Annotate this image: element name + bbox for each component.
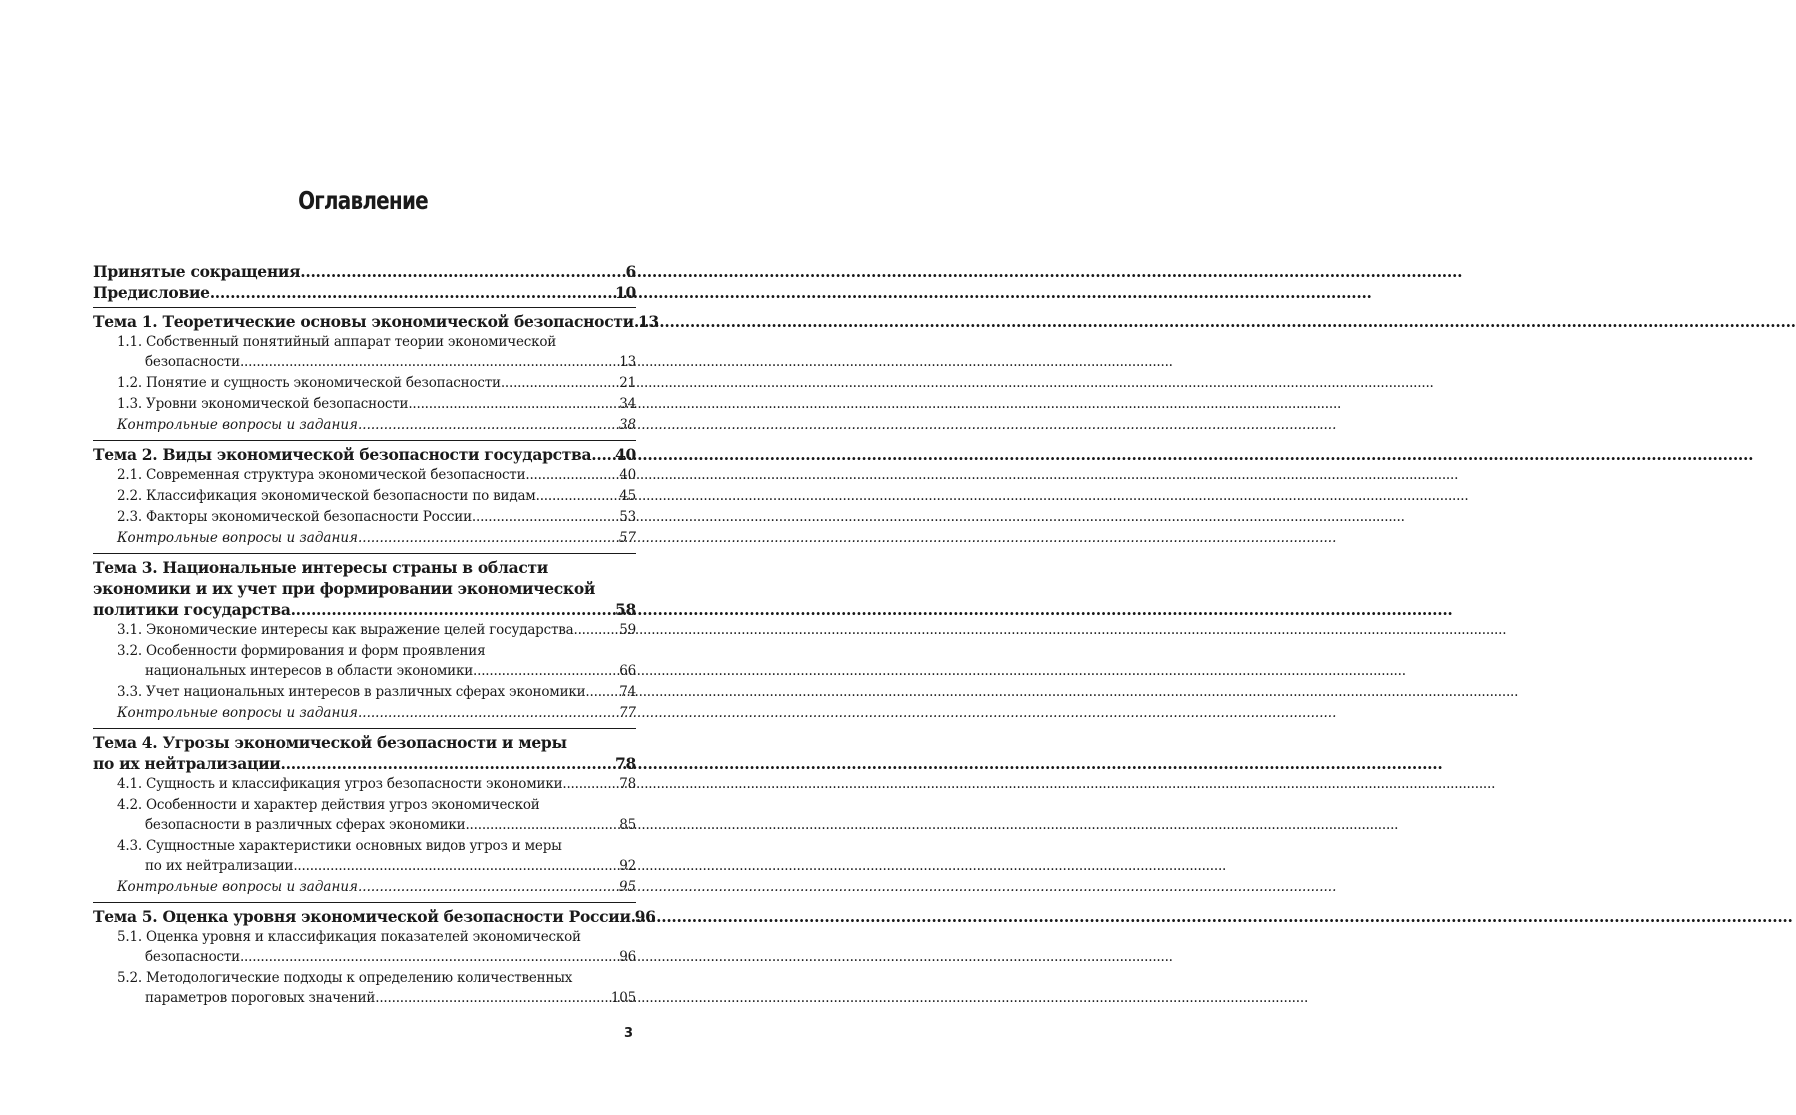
toc-page-number: 21 xyxy=(619,375,636,391)
toc-page-number: 78 xyxy=(615,754,636,773)
dot-leader xyxy=(408,394,619,415)
toc-entry-row xyxy=(93,282,636,303)
toc-page-number: 58 xyxy=(615,600,636,619)
toc-entry-title: параметров пороговых значений xyxy=(145,990,376,1006)
toc-entry[interactable] xyxy=(117,620,636,641)
toc-entry-row xyxy=(145,947,636,968)
toc-entry-title: безопасности в различных сферах экономики xyxy=(145,817,466,833)
toc-entry[interactable] xyxy=(117,528,636,549)
toc-entry[interactable] xyxy=(117,927,636,968)
toc-entry-title: Контрольные вопросы и задания xyxy=(117,417,358,433)
toc-entry-row xyxy=(117,877,636,898)
toc-entry-row xyxy=(117,774,636,795)
toc-entry-row xyxy=(117,465,636,486)
toc-entry-title: 3.1. Экономические интересы как выражение целей государства xyxy=(117,622,574,638)
toc-entry[interactable] xyxy=(93,261,636,282)
toc-entry-line: Тема 4. Угрозы экономической безопасности и меры xyxy=(93,733,567,752)
toc-page-number: 78 xyxy=(619,776,636,792)
dot-leader xyxy=(300,261,625,282)
toc-page-number: 66 xyxy=(619,663,636,679)
toc-entry-title: безопасности xyxy=(145,949,240,965)
toc-entry-row xyxy=(93,753,636,774)
toc-entry[interactable] xyxy=(117,836,636,877)
dot-leader xyxy=(210,282,615,303)
dot-leader xyxy=(465,815,619,836)
toc-entry-line: 5.2. Методологические подходы к определению количественных xyxy=(117,970,573,986)
toc-entry[interactable] xyxy=(93,311,659,332)
toc-entry[interactable] xyxy=(117,486,636,507)
toc-entry-title: по их нейтрализации xyxy=(93,754,281,773)
toc-page-number: 38 xyxy=(618,417,636,433)
toc-entry[interactable] xyxy=(93,732,636,774)
dot-leader xyxy=(240,352,619,373)
dot-leader xyxy=(240,947,619,968)
toc-entry[interactable] xyxy=(117,415,636,436)
toc-entry-row xyxy=(93,599,636,620)
dot-leader xyxy=(358,415,619,436)
toc-entry-row xyxy=(117,703,636,724)
toc-entry-title: 1.2. Понятие и сущность экономической безопасности xyxy=(117,375,501,391)
dot-leader xyxy=(525,465,619,486)
toc-page-number: 34 xyxy=(619,396,636,412)
toc-entry-row xyxy=(145,352,636,373)
dot-leader xyxy=(281,753,616,774)
toc-entry-title: Принятые сокращения xyxy=(93,262,301,281)
toc-entry-row xyxy=(117,415,636,436)
toc-entry-row xyxy=(117,682,636,703)
toc-entry-title: 3.3. Учет национальных интересов в различных сферах экономики xyxy=(117,684,586,700)
toc-entry-title: безопасности xyxy=(145,354,240,370)
toc-entry-line: Тема 3. Национальные интересы страны в области xyxy=(93,558,548,577)
toc-entry[interactable] xyxy=(93,282,636,303)
toc-entry[interactable] xyxy=(117,641,636,682)
toc-entry-line: 4.3. Сущностные характеристики основных видов угроз и меры xyxy=(117,838,562,854)
toc-entry[interactable] xyxy=(117,968,636,1009)
toc-page-number: 59 xyxy=(619,622,636,638)
toc-entry-title: 1.3. Уровни экономической безопасности xyxy=(117,396,409,412)
toc-entry-row xyxy=(93,261,636,282)
dot-leader xyxy=(375,988,611,1009)
toc-entry-row xyxy=(93,311,659,332)
toc-page-number: 57 xyxy=(618,530,636,546)
toc-entry-title: 2.1. Современная структура экономической безопасности xyxy=(117,467,526,483)
toc-entry-row xyxy=(117,394,636,415)
toc-page-number: 85 xyxy=(619,817,636,833)
toc-page-number: 6 xyxy=(625,262,636,281)
toc-entry-title: Контрольные вопросы и задания xyxy=(117,705,358,721)
toc-entry-line: 4.2. Особенности и характер действия угроз экономической xyxy=(117,797,540,813)
toc-page-number: 95 xyxy=(618,879,636,895)
toc-entry-row xyxy=(145,661,636,682)
toc-entry-title: по их нейтрализации xyxy=(145,858,294,874)
dot-leader xyxy=(358,528,619,549)
toc-entry[interactable] xyxy=(93,444,636,465)
table-of-contents xyxy=(93,258,659,1013)
toc-page-number: 10 xyxy=(615,283,636,302)
toc-page-number: 77 xyxy=(618,705,636,721)
toc-entry-row xyxy=(117,620,636,641)
toc-page-number: 13 xyxy=(619,354,636,370)
toc-entry-line: 5.1. Оценка уровня и классификация показателей экономической xyxy=(117,929,581,945)
toc-page-number: 40 xyxy=(619,467,636,483)
toc-entry-line: 3.2. Особенности формирования и форм проявления xyxy=(117,643,486,659)
toc-entry-row xyxy=(93,444,636,465)
toc-entry-title: Тема 5. Оценка уровня экономической безопасности России xyxy=(93,907,631,926)
toc-entry-row xyxy=(117,528,636,549)
toc-entry-title: Предисловие xyxy=(93,283,210,302)
dot-leader xyxy=(585,682,619,703)
toc-entry-row xyxy=(117,507,636,528)
dot-leader xyxy=(562,774,619,795)
toc-entry[interactable] xyxy=(117,465,636,486)
toc-entry-title: национальных интересов в области экономики xyxy=(145,663,474,679)
toc-page-number: 40 xyxy=(615,445,636,464)
toc-entry-title: Тема 2. Виды экономической безопасности государства xyxy=(93,445,592,464)
toc-entry-title: политики государства xyxy=(93,600,291,619)
dot-leader xyxy=(473,661,619,682)
toc-entry-title: 2.3. Факторы экономической безопасности России xyxy=(117,509,472,525)
dot-leader xyxy=(591,444,615,465)
dot-leader xyxy=(291,599,615,620)
dot-leader xyxy=(358,877,619,898)
dot-leader xyxy=(501,373,619,394)
dot-leader xyxy=(358,703,619,724)
toc-entry[interactable] xyxy=(93,906,656,927)
dot-leader xyxy=(574,620,620,641)
toc-entry-title: Контрольные вопросы и задания xyxy=(117,530,358,546)
toc-section xyxy=(93,307,659,440)
toc-section xyxy=(93,902,656,1013)
toc-page-number: 45 xyxy=(619,488,636,504)
toc-entry[interactable] xyxy=(117,795,636,836)
toc-entry[interactable] xyxy=(117,394,636,415)
dot-leader xyxy=(293,856,619,877)
toc-entry-title: Контрольные вопросы и задания xyxy=(117,879,358,895)
toc-section xyxy=(93,728,636,902)
toc-entry[interactable] xyxy=(117,774,636,795)
toc-page-number: 96 xyxy=(619,949,636,965)
toc-entry-row xyxy=(145,988,636,1009)
page-title: Оглавление xyxy=(298,186,428,215)
toc-page-number: 53 xyxy=(619,509,636,525)
toc-entry-row xyxy=(145,856,636,877)
toc-entry[interactable] xyxy=(117,332,636,373)
toc-entry-row xyxy=(117,486,636,507)
toc-entry-row xyxy=(93,906,656,927)
toc-entry[interactable] xyxy=(117,507,636,528)
toc-entry[interactable] xyxy=(117,373,636,394)
dot-leader xyxy=(536,486,620,507)
toc-entry-row xyxy=(117,373,636,394)
toc-entry[interactable] xyxy=(93,557,636,620)
toc-section xyxy=(93,258,636,307)
toc-entry[interactable] xyxy=(117,682,636,703)
toc-page-number: 105 xyxy=(610,990,636,1006)
toc-entry[interactable] xyxy=(117,877,636,898)
toc-entry-title: 2.2. Классификация экономической безопасности по видам xyxy=(117,488,536,504)
toc-page-number: 92 xyxy=(619,858,636,874)
toc-entry-line: экономики и их учет при формировании экономической xyxy=(93,579,596,598)
toc-entry-row xyxy=(145,815,636,836)
toc-section xyxy=(93,440,636,553)
toc-entry-title: Тема 1. Теоретические основы экономической безопасности xyxy=(93,312,634,331)
page-number: 3 xyxy=(624,1026,634,1041)
toc-section xyxy=(93,553,636,728)
toc-page-number: 96 xyxy=(634,907,656,926)
toc-entry[interactable] xyxy=(117,703,636,724)
toc-page-number: 74 xyxy=(619,684,636,700)
toc-entry-line: 1.1. Собственный понятийный аппарат теории экономической xyxy=(117,334,557,350)
toc-entry-title: 4.1. Сущность и классификация угроз безопасности экономики xyxy=(117,776,563,792)
toc-page-number: 13 xyxy=(637,312,659,331)
dot-leader xyxy=(472,507,619,528)
